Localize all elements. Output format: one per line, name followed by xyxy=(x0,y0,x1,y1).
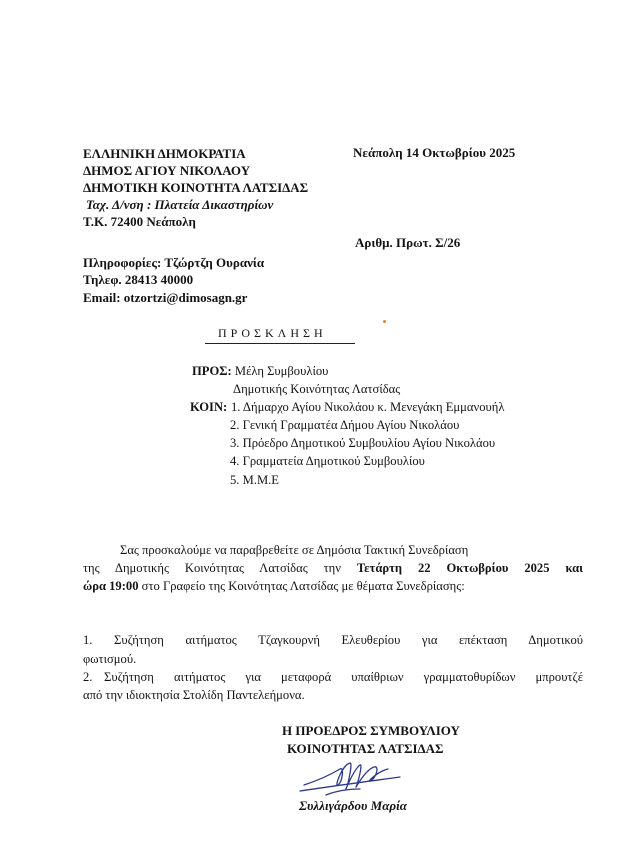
cc-label: ΚΟΙΝ: xyxy=(190,400,228,414)
cc-item: 4. Γραμματεία Δημοτικού Συμβουλίου xyxy=(230,454,425,468)
stray-mark xyxy=(383,320,386,323)
topic-number: 2. xyxy=(83,670,93,684)
topic-number: 1. xyxy=(83,633,93,647)
to-line1: Μέλη Συμβουλίου xyxy=(231,364,329,378)
meeting-time: ώρα 19:00 xyxy=(83,579,139,593)
topic-line: φωτισμού. xyxy=(83,652,137,666)
invitation-line3 xyxy=(83,577,465,595)
invitation-line1: Σας προσκαλούμε να παραβρεθείτε σε Δημόσια Τακτική Συνεδρίαση xyxy=(120,543,469,557)
sender-country: ΕΛΛΗΝΙΚΗ ΔΗΜΟΚΡΑΤΙΑ xyxy=(83,146,246,161)
contact-info: Πληροφορίες: Τζώρτζη Ουρανία xyxy=(83,255,265,270)
document-title: ΠΡΟΣΚΛΗΣΗ xyxy=(218,326,327,340)
signatory-name: Συλλιγάρδου Μαρία xyxy=(299,798,407,813)
cc-item: 1. Δήμαρχο Αγίου Νικολάου κ. Μενεγάκη Εμμανουήλ xyxy=(231,400,505,414)
cc-item: 5. Μ.Μ.Ε xyxy=(230,473,279,487)
contact-phone: Τηλεφ. 28413 40000 xyxy=(83,272,194,287)
meeting-date: Τετάρτη 22 Οκτωβρίου 2025 και xyxy=(356,561,584,575)
sender-municipality: ΔΗΜΟΣ ΑΓΙΟΥ ΝΙΚΟΛΑΟΥ xyxy=(83,163,251,178)
invitation-line3-text: στο Γραφείο της Κοινότητας Λατσίδας με θέματα Συνεδρίασης: xyxy=(138,579,465,593)
protocol-number: Αριθμ. Πρωτ. Σ/26 xyxy=(355,235,461,250)
topic-line: Συζήτηση αιτήματος Τζαγκουρνή Ελευθερίου για επέκταση Δημοτικού xyxy=(114,633,583,647)
contact-email: Email: otzortzi@dimosagn.gr xyxy=(83,290,248,305)
recipients-to xyxy=(192,362,328,380)
title-underline xyxy=(205,343,355,344)
document-date: Νεάπολη 14 Οκτωβρίου 2025 xyxy=(353,145,516,160)
signatory-role-line2: ΚΟΙΝΟΤΗΤΑΣ ΛΑΤΣΙΔΑΣ xyxy=(287,741,444,756)
invitation-line2 xyxy=(83,559,583,577)
sender-community: ΔΗΜΟΤΙΚΗ ΚΟΙΝΟΤΗΤΑ ΛΑΤΣΙΔΑΣ xyxy=(83,180,309,195)
sender-postcode: Τ.Κ. 72400 Νεάπολη xyxy=(83,214,196,229)
to-label: ΠΡΟΣ: xyxy=(192,364,232,378)
to-line2: Δημοτικής Κοινότητας Λατσίδας xyxy=(233,382,401,396)
sender-address: Ταχ. Δ/νση : Πλατεία Δικαστηρίων xyxy=(86,197,274,212)
handwritten-signature xyxy=(296,755,406,803)
signatory-role-line1: Η ΠΡΟΕΔΡΟΣ ΣΥΜΒΟΥΛΙΟΥ xyxy=(282,723,460,738)
cc-item: 3. Πρόεδρο Δημοτικού Συμβουλίου Αγίου Νικολάου xyxy=(230,436,496,450)
topic-line: Συζήτηση αιτήματος για μεταφορά υπαίθριων γραμματοθυρίδων μπρουτζέ xyxy=(104,670,583,684)
invitation-line2-text: της Δημοτικής Κοινότητας Λατσίδας την xyxy=(83,561,357,575)
cc-item: 2. Γενική Γραμματέα Δήμου Αγίου Νικολάου xyxy=(230,418,460,432)
topic-line: από την ιδιοκτησία Στολίδη Παντελεήμονα. xyxy=(83,688,305,702)
